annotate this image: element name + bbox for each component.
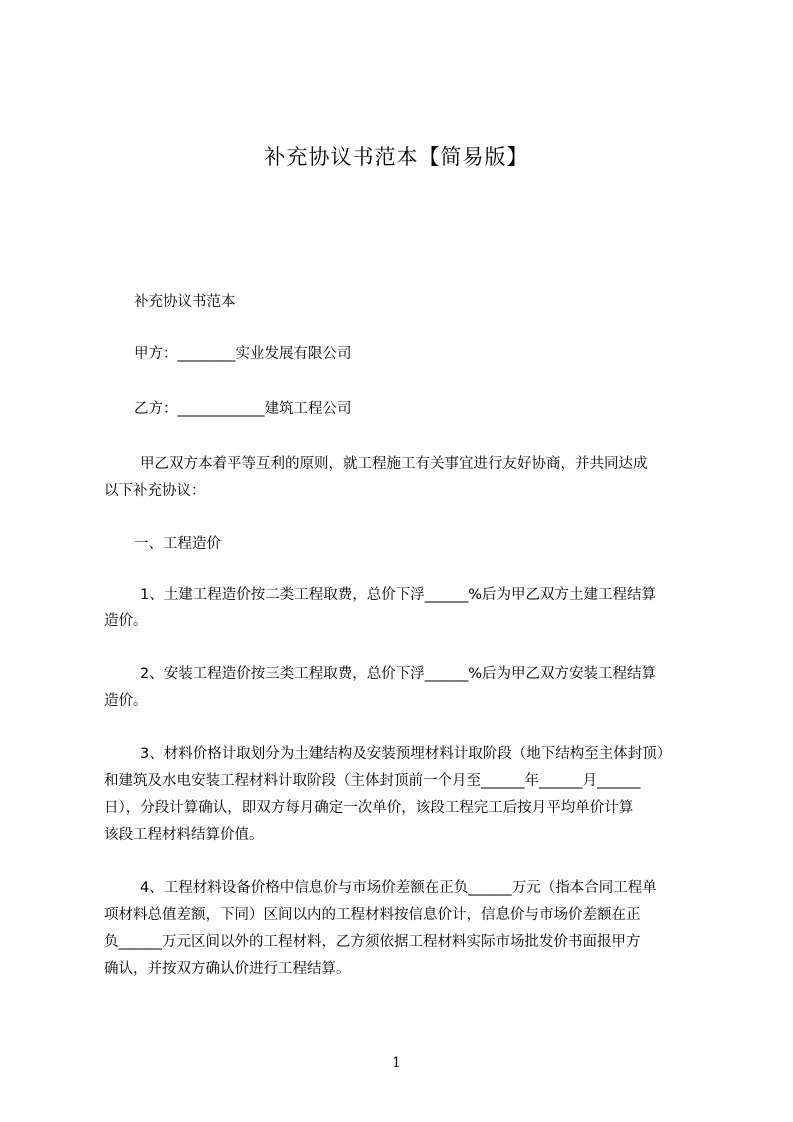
clause-line: 4、工程材料设备价格中信息价与市场价差额在正负______万元（指本合同工程单 [140, 880, 657, 896]
clause-line: 该段工程材料结算价值。 [104, 827, 264, 843]
party-b-line: 乙方：____________建筑工程公司 [134, 401, 352, 417]
page-number: 1 [392, 1055, 401, 1071]
subtitle: 补充协议书范本 [134, 294, 236, 310]
clause-line: 1、土建工程造价按二类工程取费，总价下浮______%后为甲乙双方土建工程结算 [140, 587, 657, 603]
clause-line: 2、安装工程造价按三类工程取费，总价下浮______%后为甲乙双方安装工程结算 [140, 666, 657, 682]
clause-line: 负______万元区间以外的工程材料，乙方须依据工程材料实际市场批发价书面报甲方 [104, 934, 641, 950]
clause-line: 造价。 [104, 693, 148, 709]
clause-line: 确认，并按双方确认价进行工程结算。 [104, 961, 351, 977]
clause-line: 3、材料价格计取划分为土建结构及安装预埋材料计取阶段（地下结构至主体封顶） [140, 746, 672, 762]
party-a-line: 甲方：________实业发展有限公司 [134, 346, 352, 362]
clause-line: 项材料总值差额，下同）区间以内的工程材料按信息价计，信息价与市场价差额在正 [104, 907, 641, 923]
intro-line: 甲乙双方本着平等互利的原则，就工程施工有关事宜进行友好协商，并共同达成 [140, 456, 648, 472]
section-heading: 一、工程造价 [134, 536, 221, 552]
clause-line: 和建筑及水电安装工程材料计取阶段（主体封顶前一个月至______年______月______ [104, 773, 641, 789]
clause-line: 日），分段计算确认，即双方每月确定一次单价，该段工程完工后按月平均单价计算 [104, 800, 634, 816]
page-title: 补充协议书范本【简易版】 [264, 145, 529, 169]
clause-line: 造价。 [104, 613, 148, 629]
intro-line: 以下补充协议： [104, 483, 206, 499]
